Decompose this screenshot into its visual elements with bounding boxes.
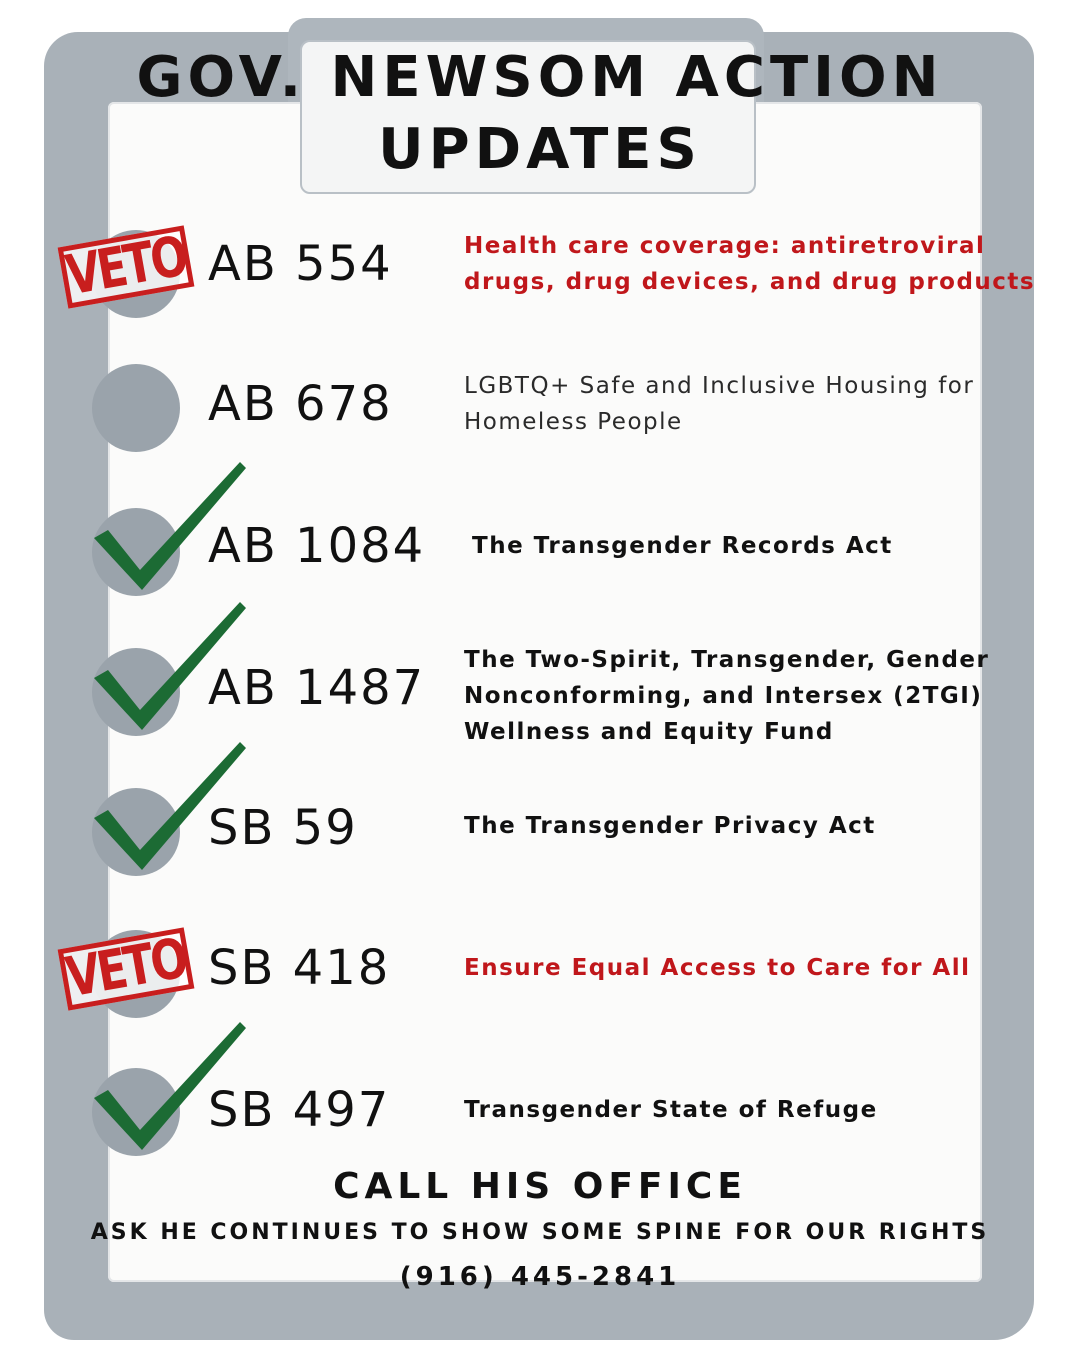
bill-number: SB 59 <box>208 800 358 856</box>
bill-number: AB 678 <box>208 376 393 432</box>
bill-row-ab1084 <box>0 460 1080 590</box>
bill-description: The Two-Spirit, Transgender, Gender Nonconforming, and Intersex (2TGI) Wellness and Equity Fund <box>464 647 990 745</box>
bill-description: The Transgender Privacy Act <box>464 813 876 839</box>
bill-description: Health care coverage: antiretroviral drugs, drug devices, and drug products <box>464 233 1036 295</box>
status-circle <box>92 364 180 452</box>
bill-description: Ensure Equal Access to Care for All <box>464 955 971 981</box>
bill-row-ab1487 <box>0 600 1080 745</box>
bill-number: AB 554 <box>208 236 393 292</box>
bill-number: AB 1084 <box>208 518 426 574</box>
bill-description: The Transgender Records Act <box>472 533 893 559</box>
call-to-action-heading: CALL HIS OFFICE <box>333 1166 747 1207</box>
veto-stamp-icon: VETO <box>58 225 195 308</box>
phone-number[interactable]: (916) 445-2841 <box>399 1262 681 1292</box>
bill-number: AB 1487 <box>208 660 426 716</box>
call-to-action-message: ASK HE CONTINUES TO SHOW SOME SPINE FOR OUR RIGHTS <box>90 1220 990 1245</box>
page-title: GOV. NEWSOM ACTION UPDATES <box>136 45 944 182</box>
bill-description: LGBTQ+ Safe and Inclusive Housing for Homeless People <box>464 373 975 435</box>
bill-row-sb59 <box>0 740 1080 870</box>
bill-row-sb497 <box>0 1020 1080 1150</box>
veto-stamp-icon: VETO <box>58 927 195 1010</box>
bill-row-ab554 <box>0 210 1080 340</box>
bill-description: Transgender State of Refuge <box>464 1097 878 1123</box>
bill-number: SB 497 <box>208 1082 391 1138</box>
bill-number: SB 418 <box>208 940 391 996</box>
